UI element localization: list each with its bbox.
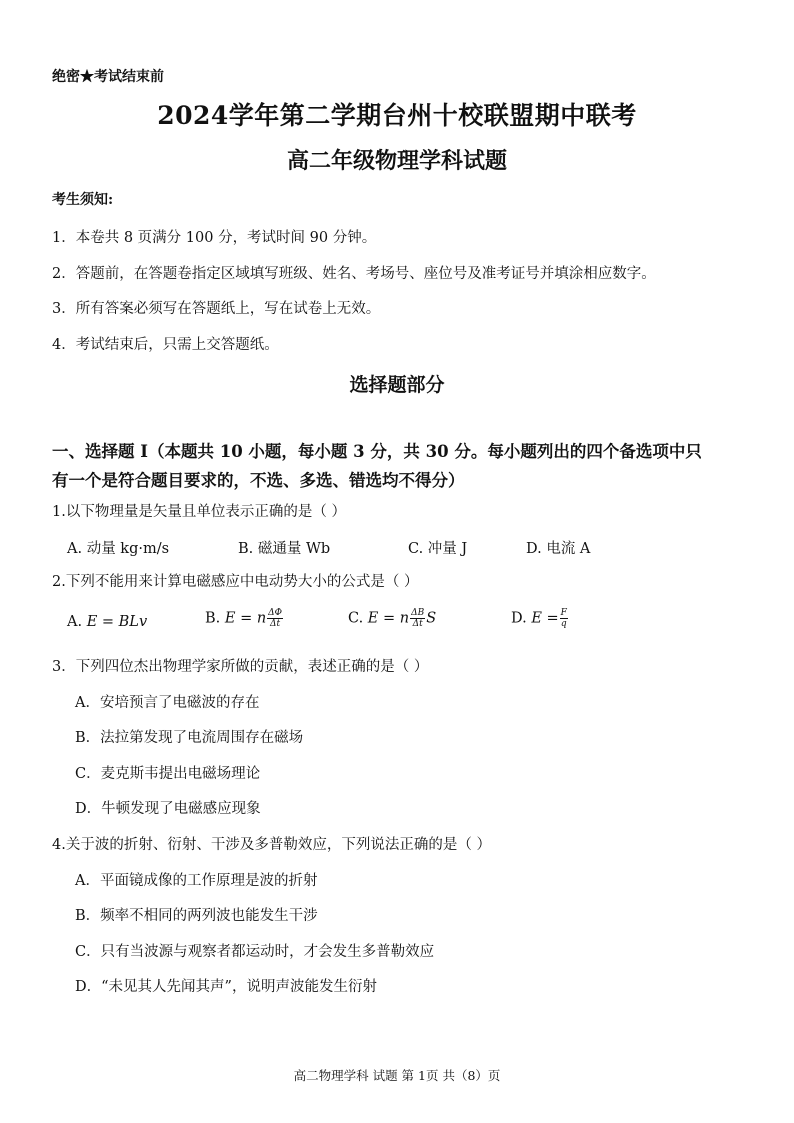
question-1-option-c: C. 冲量 J — [408, 541, 468, 557]
question-2-stem — [52, 570, 418, 591]
confidential-label: 绝密★考试结束前 — [52, 69, 164, 85]
question-2-option-c — [348, 608, 436, 629]
option-c-fraction — [410, 608, 425, 629]
option-a-formula: E = BLv — [86, 614, 148, 630]
option-b-label: B. — [205, 610, 221, 627]
option-b-fraction — [267, 608, 283, 629]
question-1-stem: 1.以下物理量是矢量且单位表示正确的是（ ） — [52, 504, 346, 520]
notice-item-1: 1．本卷共 8 页满分 100 分，考试时间 90 分钟。 — [52, 230, 377, 246]
option-c-denominator: Δt — [412, 619, 423, 629]
question-4-option-d: D．“未见其人先闻其声”，说明声波能发生衍射 — [75, 979, 377, 995]
question-2-option-b — [205, 608, 284, 629]
notice-heading: 考生须知: — [52, 192, 114, 208]
question-2-stem-pre: 2.下列 — [52, 574, 95, 590]
question-4-option-c: C．只有当波源与观察者都运动时，才会发生多普勒效应 — [75, 944, 435, 960]
exam-subtitle: 高二年级物理学科试题 — [286, 148, 507, 174]
option-d-lhs: E = — [531, 610, 559, 627]
question-3-stem: 3．下列四位杰出物理学家所做的贡献，表述正确的是（ ） — [52, 659, 429, 675]
notice-item-3: 3．所有答案必须写在答题纸上，写在试卷上无效。 — [52, 301, 381, 317]
part-instructions-line1: 一、选择题 I（本题共 10 小题，每小题 3 分，共 30 分。每小题列出的四个备选项中只 — [52, 442, 702, 461]
option-d-numerator: F — [560, 608, 567, 618]
question-2-option-a — [67, 614, 147, 630]
section-title: 选择题部分 — [349, 374, 445, 396]
question-3-option-c: C．麦克斯韦提出电磁场理论 — [75, 766, 261, 782]
option-b-numerator: ΔΦ — [268, 608, 283, 618]
question-4-stem: 4.关于波的折射、衍射、干涉及多普勒效应，下列说法正确的是（ ） — [52, 837, 491, 853]
notice-item-4: 4．考试结束后，只需上交答题纸。 — [52, 337, 279, 353]
option-b-lhs: E = n — [224, 610, 267, 627]
question-1-option-a: A. 动量 kg·m/s — [67, 541, 170, 557]
part-instructions-line2: 有一个是符合题目要求的，不选、多选、错选均不得分） — [52, 471, 465, 490]
option-c-tail: S — [426, 610, 437, 627]
option-a-label: A. — [67, 614, 83, 630]
notice-item-2: 2．答题前，在答题卷指定区域填写班级、姓名、考场号、座位号及准考证号并填涂相应数字。 — [52, 266, 656, 282]
option-c-label: C. — [348, 610, 364, 627]
question-2-option-d — [511, 608, 569, 629]
option-c-lhs: E = n — [367, 610, 410, 627]
option-c-numerator: ΔB — [411, 608, 425, 618]
question-1-option-d: D. 电流 A — [526, 541, 591, 557]
question-4-option-a: A．平面镜成像的工作原理是波的折射 — [75, 873, 318, 889]
question-3-option-b: B．法拉第发现了电流周围存在磁场 — [75, 730, 304, 746]
option-d-label: D. — [511, 610, 527, 627]
option-d-fraction — [560, 608, 568, 629]
question-4-option-b: B．频率不相同的两列波也能发生干涉 — [75, 908, 318, 924]
option-b-denominator: Δt — [270, 619, 281, 629]
question-3-option-a: A．安培预言了电磁波的存在 — [75, 695, 260, 711]
question-3-option-d: D．牛顿发现了电磁感应现象 — [75, 801, 261, 817]
page-footer: 高二物理学科 试题 第 1页 共（8）页 — [293, 1068, 501, 1083]
question-2-emphasis-mark: 不 · — [95, 570, 110, 591]
question-1-option-b: B. 磁通量 Wb — [238, 541, 331, 557]
exam-title: 2024学年第二学期台州十校联盟期中联考 — [157, 101, 637, 130]
question-2-stem-post: 能用来计算电磁感应中电动势大小的公式是（ ） — [109, 574, 419, 590]
option-d-denominator: q — [560, 619, 567, 629]
